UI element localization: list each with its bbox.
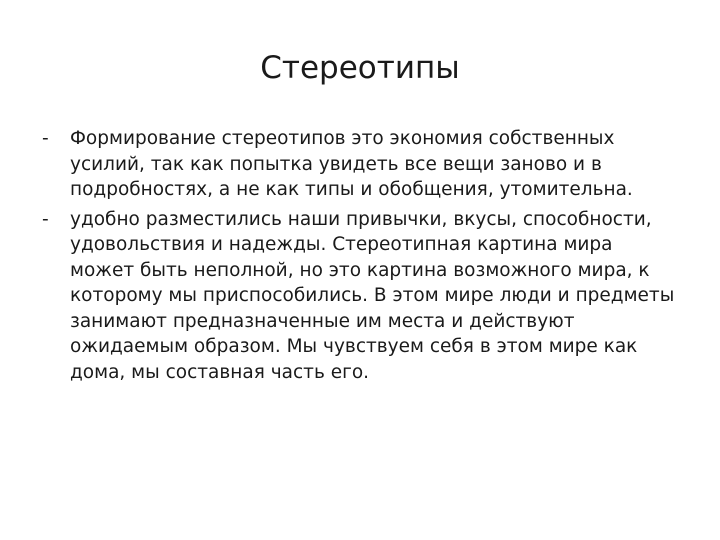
dash-bullet-icon: - [42,208,49,230]
bullet-text: удобно разместились наши привычки, вкусы, способности, удовольствия и надежды. Стереотипная картина мира может быть неполной, но это картина возможного мира, к которому мы приспособились. В этом мире люди и предметы занимают предназначенные им места и действуют ожидаемым образом. Мы чувствуем себя в этом мире как дома, мы составная часть его. [70,208,675,383]
bullet-item-1 [40,126,680,203]
slide-title: Стереотипы [260,50,460,86]
bullet-list [40,126,680,385]
bullet-item-2 [40,207,680,386]
dash-bullet-icon: - [42,128,49,149]
bullet-text: Формирование стереотипов это экономия собственных усилий, так как попытка увидеть все вещи заново и в подробностях, а не как типы и обобщения, утомительна. [70,128,633,200]
